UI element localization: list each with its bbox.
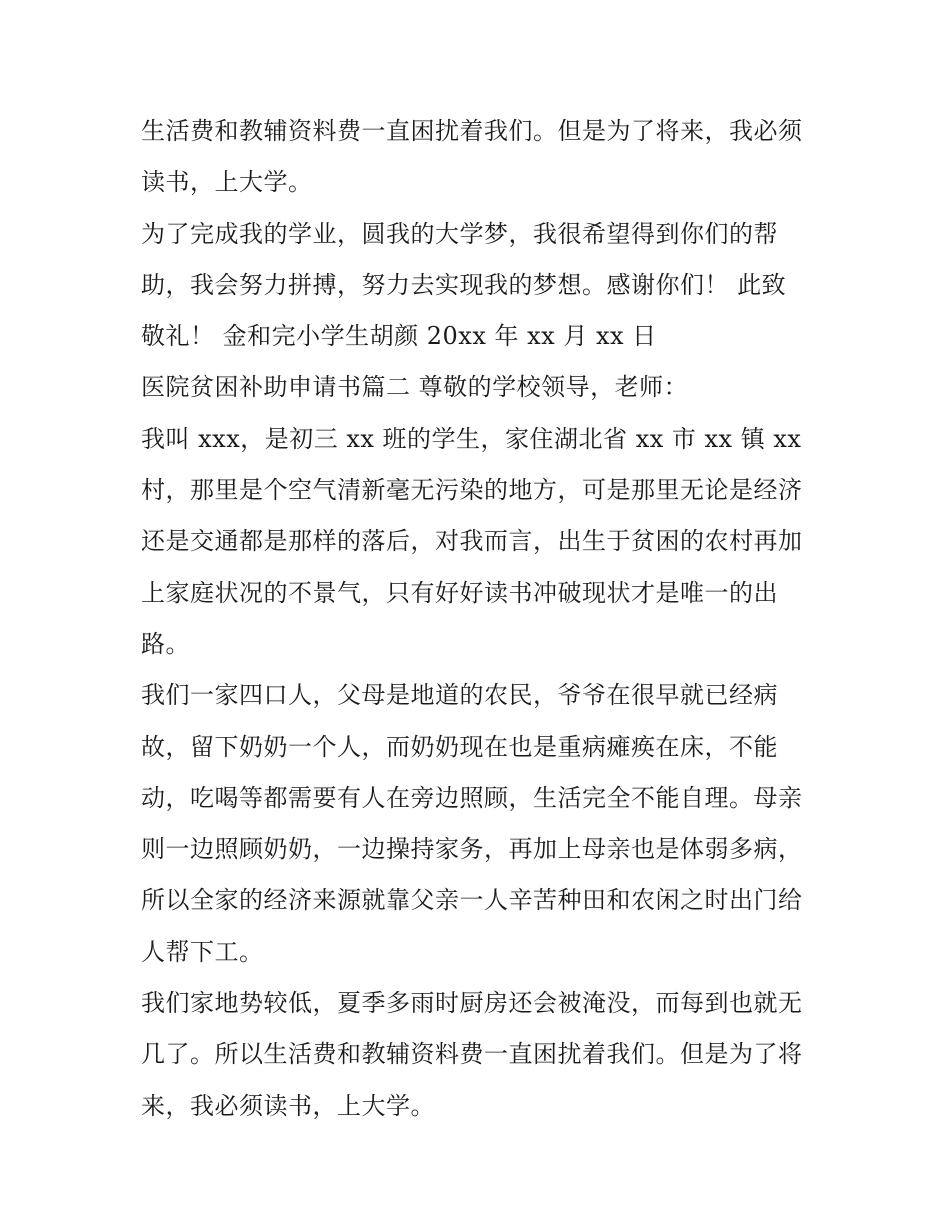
text-line: 则一边照顾奶奶，一边操持家务，再加上母亲也是体弱多病， xyxy=(141,835,803,864)
document-body xyxy=(141,106,821,1132)
text-line: 我叫 xxx，是初三 xx 班的学生，家住湖北省 xx 市 xx 镇 xx xyxy=(141,424,802,453)
text-line: 还是交通都是那样的落后，对我而言，出生于贫困的农村再加 xyxy=(141,527,803,556)
text-line: 生活费和教辅资料费一直困扰着我们。但是为了将来，我必须 xyxy=(141,117,803,145)
text-line: 路。 xyxy=(141,629,190,658)
text-line: 助，我会努力拼搏，努力去实现我的梦想。感谢你们！ 此致 xyxy=(141,270,787,299)
text-line: 敬礼！ 金和完小学生胡颜 20xx 年 xx 月 xx 日 xyxy=(141,322,657,351)
text-line: 我们一家四口人，父母是地道的农民，爷爷在很早就已经病 xyxy=(141,681,778,710)
text-line: 几了。所以生活费和教辅资料费一直困扰着我们。但是为了将 xyxy=(141,1040,803,1069)
text-line: 村，那里是个空气清新毫无污染的地方，可是那里无论是经济 xyxy=(141,476,803,505)
text-line: 所以全家的经济来源就靠父亲一人辛苦种田和农闲之时出门给 xyxy=(141,886,803,915)
text-line: 人帮下工。 xyxy=(141,937,264,966)
text-line: 我们家地势较低，夏季多雨时厨房还会被淹没，而每到也就无 xyxy=(141,989,803,1018)
text-line: 为了完成我的学业，圆我的大学梦，我很希望得到你们的帮 xyxy=(141,219,778,248)
section-heading-line: 医院贫困补助申请书篇二 尊敬的学校领导，老师： xyxy=(141,373,689,402)
text-line: 故，留下奶奶一个人，而奶奶现在也是重病瘫痪在床，不能 xyxy=(141,732,778,761)
text-line: 来，我必须读书，上大学。 xyxy=(141,1091,435,1120)
text-line: 读书，上大学。 xyxy=(141,168,313,197)
text-line: 动，吃喝等都需要有人在旁边照顾，生活完全不能自理。母亲 xyxy=(141,783,803,812)
text-line: 上家庭状况的不景气，只有好好读书冲破现状才是唯一的出 xyxy=(141,578,778,607)
